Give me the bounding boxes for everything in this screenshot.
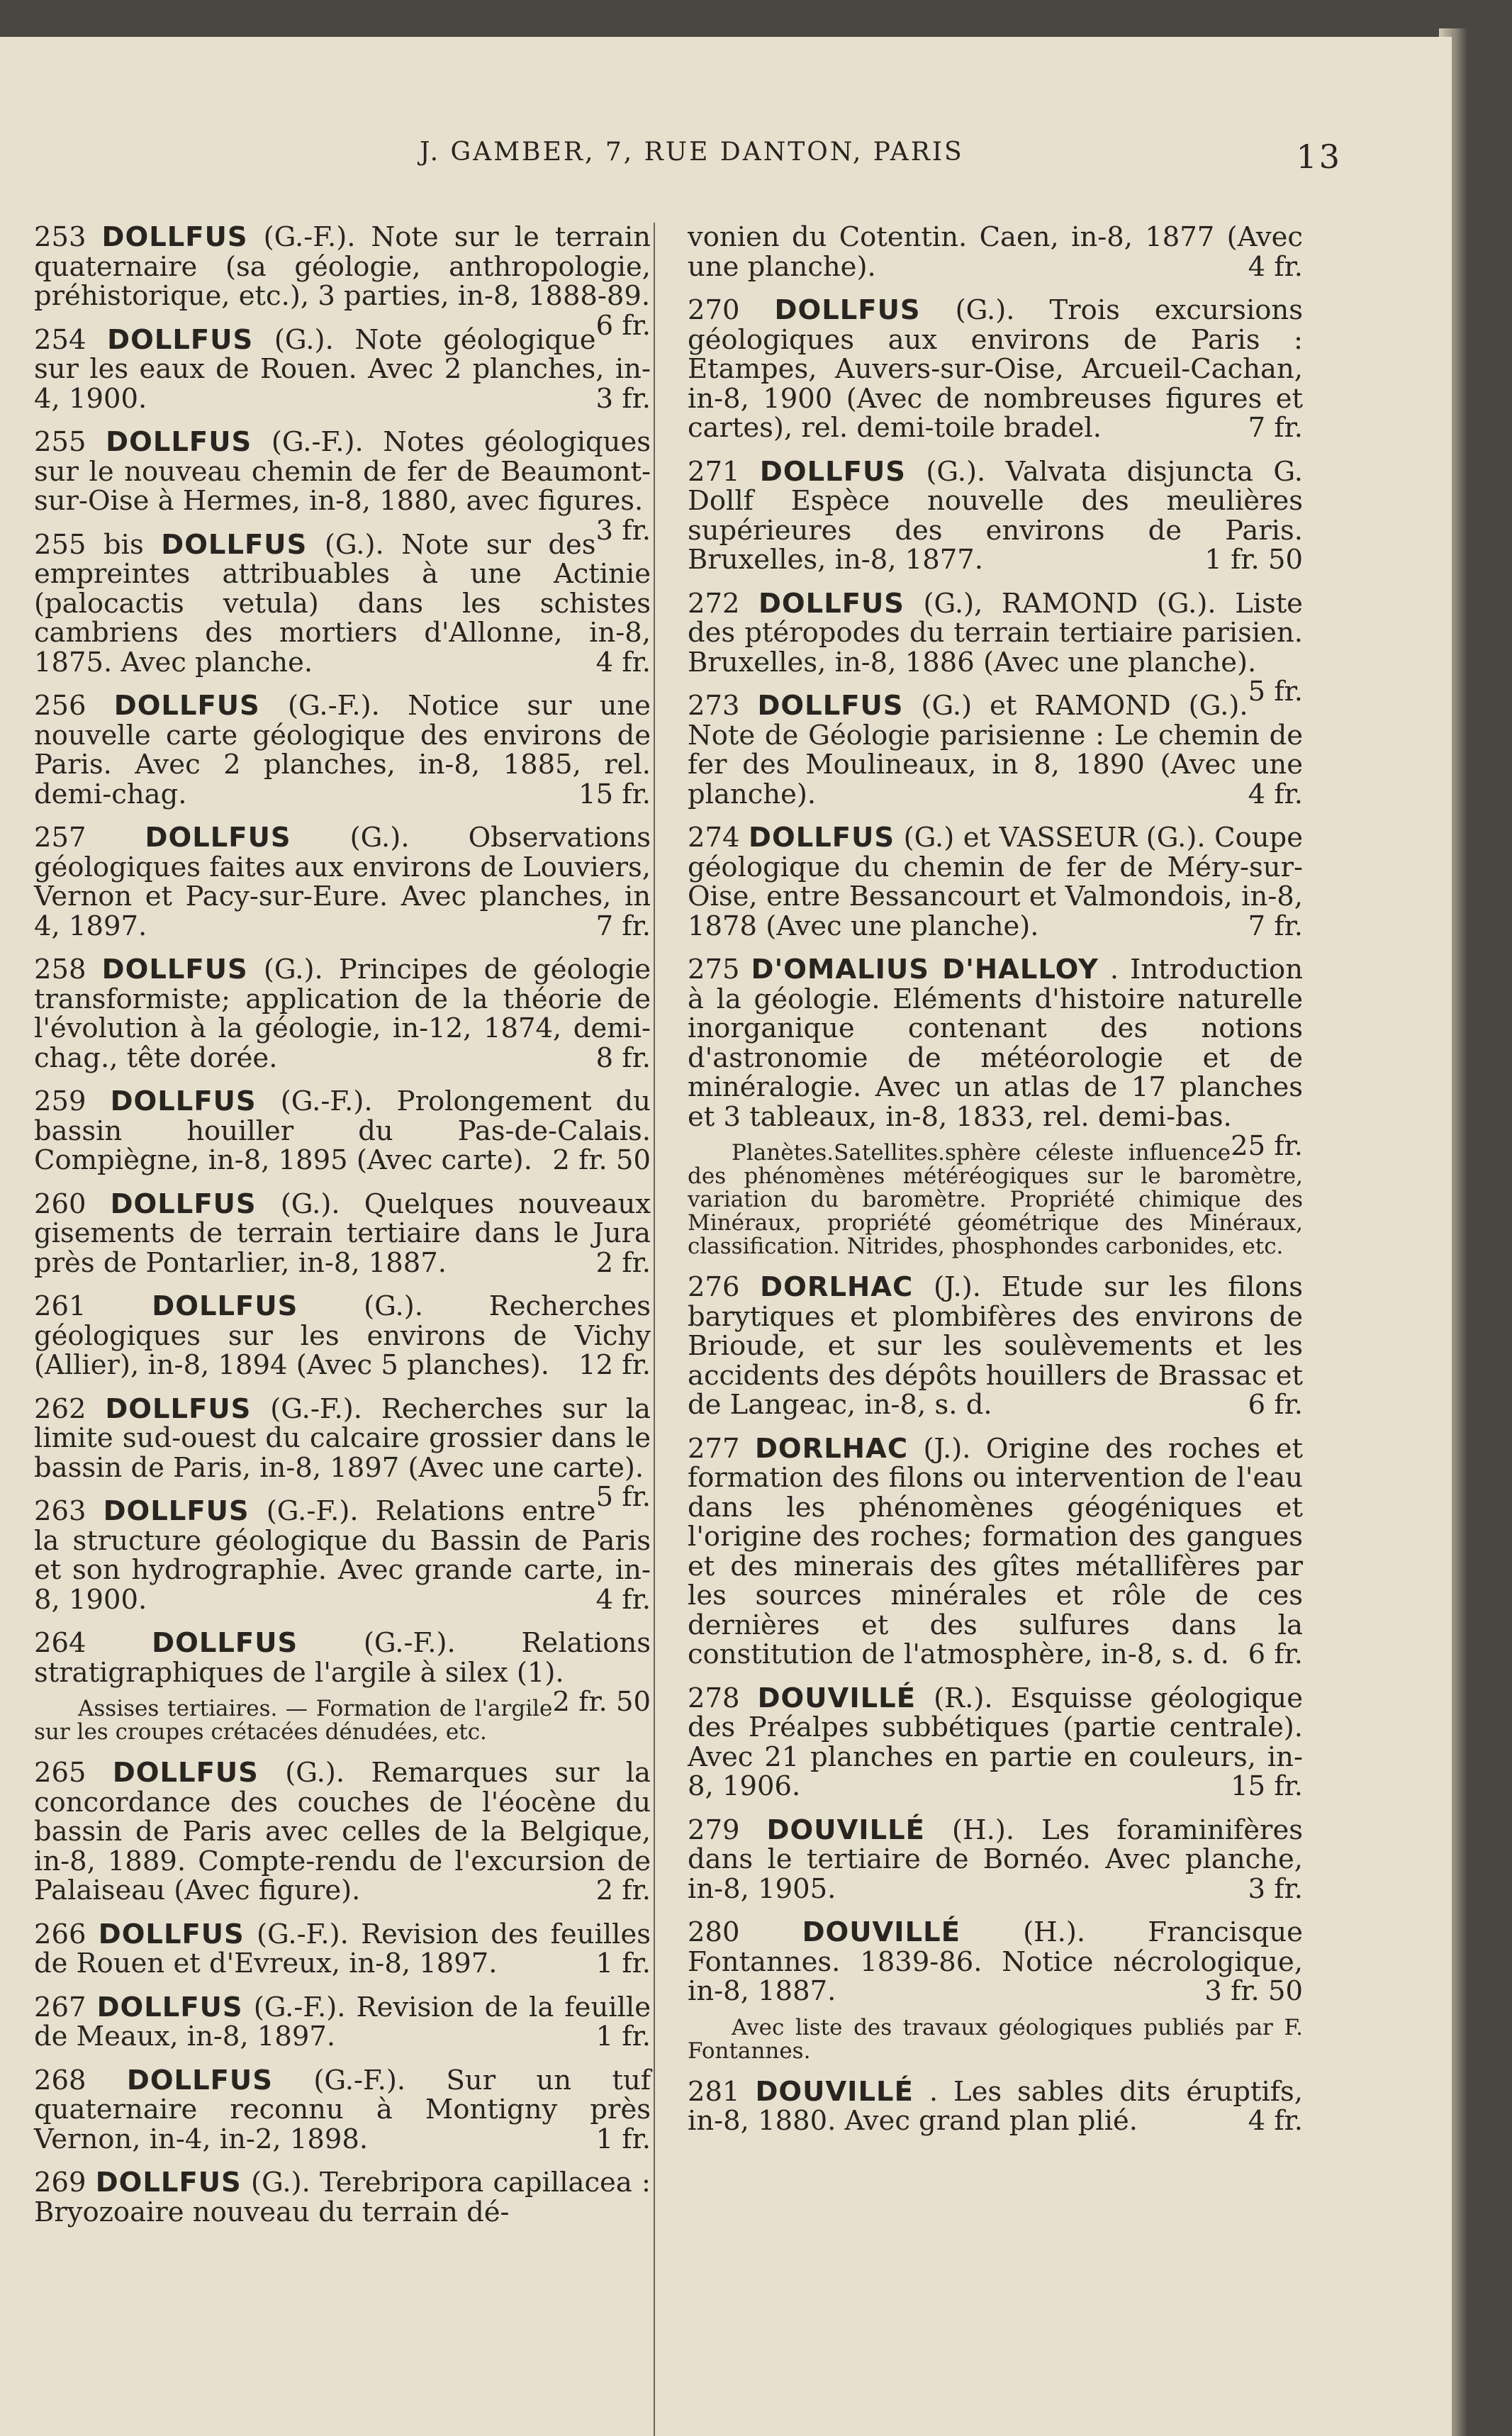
entry-author: DOLLFUS (106, 426, 252, 458)
catalogue-entry (34, 1993, 651, 2052)
entry-price: 2 fr. 50 (552, 1686, 651, 1718)
entry-price: 4 fr. (1248, 2105, 1303, 2137)
entry-text: (G.-F.). Prolongement du bassin houiller du Pas-de-Calais. Compiègne, in-8, 1895 (Avec carte). (34, 1085, 651, 1176)
entry-text: (G.-F.). Sur un tuf quaternaire reconnu à Montigny près Vernon, in-4, in-2, 1898. (34, 2064, 651, 2155)
entry-number: 267 (34, 1991, 97, 2023)
catalogue-entry (688, 223, 1303, 281)
catalogue-entry (688, 1684, 1303, 1801)
entry-author: DOLLFUS (145, 822, 291, 854)
entry-text: (G.) et RAMOND (G.). Note de Géologie parisienne : Le chemin de fer des Moulineaux, in 8, 1890 (Avec une planche). (688, 690, 1303, 810)
entry-number: 266 (34, 1918, 99, 1950)
catalogue-entry (688, 1816, 1303, 1904)
entry-author: DOUVILLÉ (766, 1814, 925, 1846)
entry-number: 255 (34, 426, 106, 458)
entry-number: 278 (688, 1682, 758, 1714)
entry-number: 258 (34, 954, 102, 985)
entry-note: Assises tertiaires. — Formation de l'argile sur les croupes crétacées dénudées, etc. (34, 1696, 553, 1745)
entry-text: (G.-F.). Relations stratigraphiques de l'argile à silex (1). (34, 1627, 651, 1689)
entry-number: 261 (34, 1290, 152, 1322)
entry-price: 4 fr. (595, 1583, 651, 1616)
entry-text: (G.-F.). Revision des feuilles de Rouen et d'Evreux, in-8, 1897. (34, 1918, 651, 1979)
running-title: J. GAMBER, 7, RUE DANTON, PARIS (420, 138, 964, 167)
entry-author: DOUVILLÉ (755, 2075, 914, 2108)
entry-number: 272 (688, 587, 758, 620)
entry-number: 279 (688, 1814, 767, 1846)
entry-number: 263 (34, 1495, 103, 1527)
entry-author: DOLLFUS (113, 690, 260, 722)
entry-text: (G.). Recherches géologiques sur les environs de Vichy (Allier), in-8, 1894 (Avec 5 planches). (34, 1290, 651, 1381)
page-number: 13 (1296, 138, 1342, 176)
entry-author: DOLLFUS (101, 954, 248, 985)
entry-price: 25 fr. (1231, 1130, 1303, 1162)
entry-author: DOLLFUS (103, 1495, 250, 1527)
catalogue-entry (688, 1434, 1303, 1670)
entry-author: DOLLFUS (126, 2064, 273, 2096)
entry-author: DOLLFUS (152, 1627, 298, 1659)
entry-price: 5 fr. (595, 1481, 651, 1513)
entry-author: DOLLFUS (101, 221, 248, 253)
entry-number: 268 (34, 2064, 127, 2096)
entry-price: 6 fr. (1248, 1638, 1303, 1670)
entry-price: 2 fr. 50 (552, 1144, 651, 1176)
entry-author: DOLLFUS (758, 587, 905, 620)
entry-text: (J.). Origine des roches et formation des filons ou intervention de l'eau dans les phénomènes géogéniques et l'origine des roches; formation des gangues et des minerais des gîtes métallifères par les sources minérales et rôle de ces dernières et des sulfures dans la constitution de l'atmosphère, in-8, s. d. (688, 1432, 1303, 1670)
entry-number: 269 (34, 2167, 96, 2198)
catalogue-entry (688, 954, 1303, 1162)
entry-text: (G.), RAMOND (G.). Liste des ptéropodes du terrain tertiaire parisien. Bruxelles, in-8, 1886 (Avec une planche). (688, 587, 1303, 678)
entry-price: 12 fr. (578, 1349, 651, 1381)
entry-text: (G.). Quelques nouveaux gisements de terrain tertiaire dans le Jura près de Pontarlier, in-8, 1887. (34, 1188, 651, 1279)
entry-price: 8 fr. (595, 1041, 651, 1074)
entry-text: (G.-F.). Notes géologiques sur le nouveau chemin de fer de Beaumont-sur-Oise à Hermes, in-8, 1880, avec figures. (34, 426, 651, 517)
entry-price: 5 fr. (1248, 676, 1303, 708)
entry-author: DOLLFUS (749, 822, 895, 854)
entry-text: (G.) et VASSEUR (G.). Coupe géologique du chemin de fer de Méry-sur-Oise, entre Bessancourt et Valmondois, in-8, 1878 (Avec une planche). (688, 822, 1303, 942)
entry-author: DOLLFUS (757, 690, 904, 722)
entry-text: (G.-F.). Revision de la feuille de Meaux, in-8, 1897. (34, 1991, 651, 2052)
entry-author: D'OMALIUS D'HALLOY (751, 954, 1099, 985)
entry-price: 7 fr. (1248, 412, 1303, 444)
entry-number: 276 (688, 1271, 761, 1303)
entry-author: DOLLFUS (152, 1290, 298, 1322)
catalogue-entry (34, 691, 651, 809)
entry-number: 253 (34, 221, 102, 253)
entry-text: (J.). Etude sur les filons barytiques et plombifères des environs de Brioude, et sur les soulèvements et les accidents des dépôts houillers de Brassac et de Langeac, in-8, s. d. (688, 1271, 1303, 1421)
catalogue-entry (688, 823, 1303, 941)
entry-number: 255 bis (34, 528, 162, 561)
entry-author: DOLLFUS (161, 528, 308, 561)
entry-author: DOLLFUS (759, 455, 906, 488)
entry-text: (G.). Terebripora capillacea : Bryozoaire nouveau du terrain dé- (34, 2167, 651, 2228)
entry-number: 275 (688, 954, 751, 985)
entry-price: 4 fr. (595, 646, 651, 678)
catalogue-entry (688, 691, 1303, 809)
running-head (0, 138, 1452, 187)
catalogue-entry (34, 1920, 651, 1979)
entry-author: DOLLFUS (774, 294, 921, 326)
catalogue-entry (34, 1758, 651, 1906)
entry-text: (G.-F.). Notice sur une nouvelle carte géologique des environs de Paris. Avec 2 planches, in-8, 1885, rel. demi-chag. (34, 690, 651, 810)
entry-author: DOLLFUS (107, 323, 254, 356)
entry-text: (G.). Valvata disjuncta G. Dollf Espèce nouvelle des meulières supérieures des environs de Paris. Bruxelles, in-8, 1877. (688, 455, 1303, 576)
entry-text: (G.). Principes de géologie transformiste; application de la théorie de l'évolution à la géologie, in-12, 1874, demi-chag., tête dorée. (34, 954, 651, 1074)
catalogue-entry (34, 1087, 651, 1175)
entry-text: (G.-F.). Note sur le terrain quaternaire (sa géologie, anthropologie, préhistorique, etc.), 3 parties, in-8, 1888-89. (34, 221, 651, 312)
catalogue-entry (34, 1190, 651, 1278)
entry-number: 277 (688, 1432, 755, 1465)
entry-text: (G.). Remarques sur la concordance des couches de l'éocène du bassin de Paris avec celles de la Belgique, in-8, 1889. Compte-rendu de l'excursion de Palaiseau (Avec figure). (34, 1757, 651, 1906)
entry-note: Planètes.Satellites.sphère céleste influence des phénomènes météréogiques sur le baromètre, variation du baromètre. Propriété chimique des Minéraux, propriété géométrique des Minéraux, classification. Nitrides, phosphondes carbonides, etc. (688, 1140, 1303, 1259)
catalogue-entry (34, 2066, 651, 2155)
entry-text: . Introduction à la géologie. Eléments d'histoire naturelle inorganique contenant des notions d'astronomie de météorologie et de minéralogie. Avec un atlas de 17 planches et 3 tableaux, in-8, 1833, rel. demi-bas. (688, 954, 1303, 1133)
catalogue-entry (688, 1918, 1303, 2006)
catalogue-entry (34, 823, 651, 941)
entry-price: 7 fr. (1248, 910, 1303, 942)
entry-author: DORLHAC (760, 1271, 914, 1303)
entry-text: . Les sables dits éruptifs, in-8, 1880. Avec grand plan plié. (688, 2075, 1303, 2137)
entry-number: 281 (688, 2075, 756, 2108)
entry-number: 270 (688, 294, 775, 326)
entry-number: 265 (34, 1757, 113, 1789)
entry-price: 4 fr. (1248, 250, 1303, 283)
entry-number: 271 (688, 455, 760, 488)
catalogue-entry (34, 1627, 651, 1718)
catalogue-entry (688, 296, 1303, 443)
entry-price: 2 fr. (595, 1246, 651, 1279)
entry-author: DOLLFUS (110, 1188, 257, 1220)
entry-price: 3 fr. (1248, 1872, 1303, 1905)
entry-price: 3 fr. (595, 382, 651, 415)
entry-number: 254 (34, 323, 108, 356)
entry-text: (G.-F.). Relations entre la structure géologique du Bassin de Paris et son hydrographie. Avec grande carte, in-8, 1900. (34, 1495, 651, 1616)
catalogue-entry (34, 1497, 651, 1614)
entry-text: (G.). Trois excursions géologiques aux environs de Paris : Etampes, Auvers-sur-Oise, Arcueil-Cachan, in-8, 1900 (Avec de nombreuses figures et cartes), rel. demi-toile bradel. (688, 294, 1303, 444)
entry-price: 1 fr. 50 (1204, 544, 1303, 576)
catalogue-page (0, 37, 1452, 2436)
entry-author: DOLLFUS (95, 2167, 242, 2198)
entry-author: DOLLFUS (112, 1757, 259, 1789)
column-divider (654, 223, 655, 2436)
entry-number: 274 (688, 822, 749, 854)
entry-price: 1 fr. (595, 1948, 651, 1979)
entry-number: 260 (34, 1188, 111, 1220)
entry-price: 7 fr. (595, 910, 651, 942)
catalogue-entry (34, 1292, 651, 1380)
entry-text: (R.). Esquisse géologique des Préalpes subbétiques (partie centrale). Avec 21 planches en partie en couleurs, in-8, 1906. (688, 1682, 1303, 1802)
entry-note: Avec liste des travaux géologiques publiés par F. Fontannes. (688, 2014, 1303, 2064)
entry-text: (H.). Francisque Fontannes. 1839-86. Notice nécrologique, in-8, 1887. (688, 1916, 1303, 2007)
entry-text: (G.). Note géologique sur les eaux de Rouen. Avec 2 planches, in-4, 1900. (34, 323, 651, 415)
entry-author: DOUVILLÉ (802, 1916, 961, 1948)
entry-number: 257 (34, 822, 145, 854)
entry-price: 15 fr. (578, 778, 651, 810)
catalogue-entry (688, 2077, 1303, 2136)
entry-number: 273 (688, 690, 758, 722)
entry-price: 3 fr. 50 (1204, 1975, 1303, 2007)
entry-price: 4 fr. (1248, 778, 1303, 810)
entry-number: 262 (34, 1392, 106, 1425)
entry-number: 256 (34, 690, 114, 722)
entry-price: 2 fr. (595, 1875, 651, 1906)
entry-price: 6 fr. (595, 309, 651, 342)
entry-price: 3 fr. (595, 514, 651, 547)
catalogue-entry (34, 2168, 651, 2227)
left-column (34, 223, 651, 2408)
entry-number: 264 (34, 1627, 152, 1659)
entry-number: 259 (34, 1085, 111, 1117)
entry-text: (H.). Les foraminifères dans le tertiaire de Bornéo. Avec planche, in-8, 1905. (688, 1814, 1303, 1905)
entry-author: DOLLFUS (110, 1085, 257, 1117)
catalogue-entry (34, 530, 651, 678)
entry-text: vonien du Cotentin. Caen, in-8, 1877 (Avec une planche). (688, 221, 1303, 283)
entry-text: (G.). Note sur des empreintes attribuables à une Actinie (palocactis vetula) dans les schistes cambriens des mortiers d'Allonne, in-8, 1875. Avec planche. (34, 528, 651, 678)
entry-text: (G.). Observations géologiques faites aux environs de Louviers, Vernon et Pacy-sur-Eure. Avec planches, in 4, 1897. (34, 822, 651, 942)
entry-author: DORLHAC (754, 1432, 909, 1465)
entry-text: (G.-F.). Recherches sur la limite sud-ouest du calcaire grossier dans le bassin de Paris, in-8, 1897 (Avec une carte). (34, 1392, 651, 1484)
catalogue-entry (688, 1273, 1303, 1420)
entry-number: 280 (688, 1916, 802, 1948)
catalogue-entry (34, 325, 651, 414)
entry-price: 1 fr. (595, 2123, 651, 2155)
catalogue-entry (34, 955, 651, 1073)
entry-author: DOLLFUS (96, 1991, 243, 2023)
entry-author: DOLLFUS (105, 1392, 252, 1425)
entry-price: 6 fr. (1248, 1389, 1303, 1421)
entry-author: DOUVILLÉ (757, 1682, 917, 1714)
entry-author: DOLLFUS (98, 1918, 245, 1950)
entry-price: 1 fr. (595, 2021, 651, 2052)
right-column (688, 223, 1303, 2408)
catalogue-entry (688, 457, 1303, 575)
entry-price: 15 fr. (1231, 1770, 1303, 1802)
